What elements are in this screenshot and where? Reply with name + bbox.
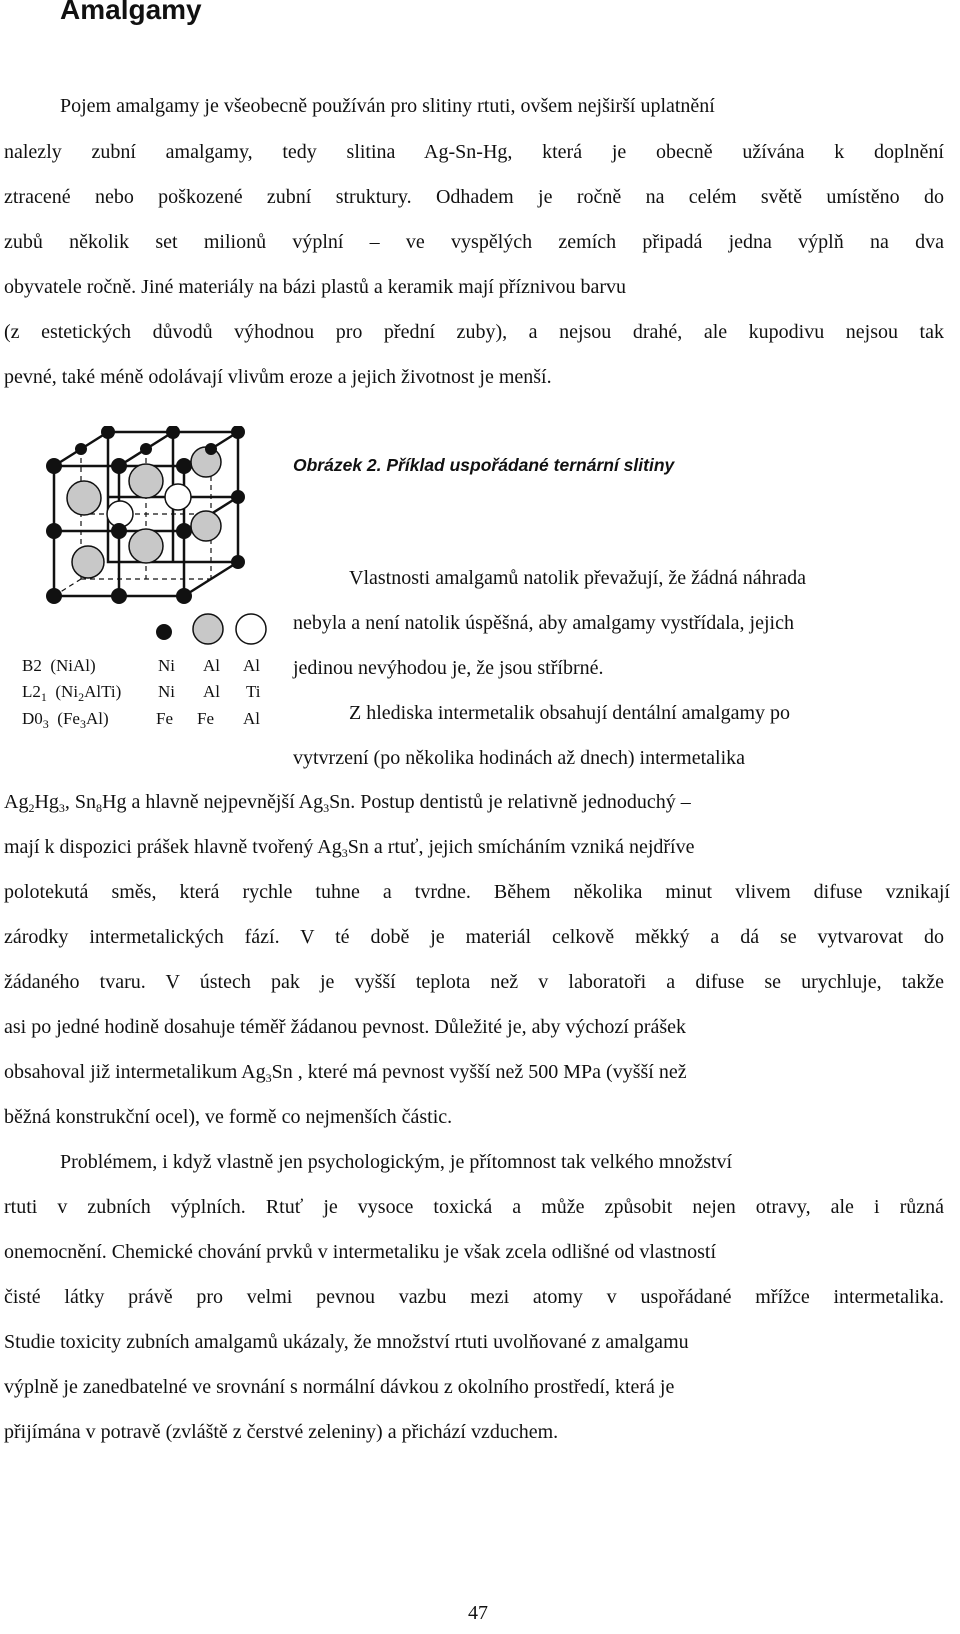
legend-row (22, 656, 96, 676)
phase-name-subscript: 1 (40, 690, 47, 704)
phase-formula: AlTi) (84, 682, 122, 701)
text-line: asi po jedné hodině dosahuje téměř žádanou pevnost. Důležité je, aby výchozí prášek (4, 1016, 686, 1038)
text-line: nalezly zubní amalgamy, tedy slitina Ag-Sn-Hg, která je obecně užívána k doplnění (4, 141, 944, 163)
text-run: obsahoval již intermetalikum Ag (4, 1061, 266, 1083)
phase-formula: (Ni (55, 682, 79, 701)
subscript: 2 (28, 801, 35, 815)
text-line: jedinou nevýhodou je, že jsou stříbrné. (293, 657, 604, 679)
legend-cell: Ti (246, 682, 261, 701)
text-run: , Sn (64, 791, 97, 813)
text-line: zárodky intermetalických fází. V té době je materiál celkově měkký a dá se vytvarovat do (4, 926, 944, 948)
text-line: Studie toxicity zubních amalgamů ukázaly, že množství rtuti uvolňované z amalgamu (4, 1331, 689, 1353)
gray-atom-icon (193, 614, 223, 644)
text-line: ztracené nebo poškozené zubní struktury. Odhadem je ročně na celém světě umístěno do (4, 186, 944, 208)
text-run: Sn a rtuť, jejich smícháním vzniká nejdříve (347, 836, 695, 858)
phase-name: B2 (22, 656, 42, 675)
text-line (4, 790, 691, 820)
phase-formula-subscript: 2 (78, 690, 85, 704)
phase-name-subscript: 3 (42, 717, 49, 731)
section-heading: Amalgamy (60, 0, 202, 25)
text-line (4, 835, 695, 865)
text-line: obyvatele ročně. Jiné materiály na bázi plastů a keramik mají příznivou barvu (4, 276, 626, 298)
phase-formula: Al) (85, 709, 109, 728)
text-run: Sn. Postup dentistů je relativně jednoduchý – (329, 791, 691, 813)
text-run: Hg a hlavně nejpevnější Ag (102, 791, 324, 813)
phase-name: L2 (22, 682, 41, 701)
legend-cell: Al (203, 682, 220, 701)
text-line: Pojem amalgamy je všeobecně používán pro slitiny rtuti, ovšem nejširší uplatnění (60, 95, 715, 117)
text-line: (z estetických důvodů výhodnou pro přední zuby), a nejsou drahé, ale kupodivu nejsou tak (4, 321, 944, 343)
phase-formula: (Fe (57, 709, 80, 728)
subscript: 3 (265, 1071, 272, 1085)
legend-cell: Ni (158, 656, 175, 675)
text-line: polotekutá směs, která rychle tuhne a tvrdne. Během několika minut vlivem difuse vznikají (4, 881, 950, 903)
figure-caption: Obrázek 2. Příklad uspořádané ternární slitiny (293, 455, 675, 475)
atom-legend-swatches (150, 612, 270, 646)
text-run: Hg (34, 791, 59, 813)
crystal-lattice-figure (38, 426, 288, 616)
legend-cell: Al (203, 656, 220, 675)
black-atom-icon (156, 624, 172, 640)
legend-cell: Ni (158, 682, 175, 701)
page-number: 47 (468, 1602, 488, 1624)
white-atom-icon (236, 614, 266, 644)
legend-row (22, 709, 109, 734)
legend-row (22, 682, 121, 707)
phase-formula-subscript: 3 (79, 717, 86, 731)
legend-cell: Fe (197, 709, 214, 728)
legend-cell: Al (243, 656, 260, 675)
text-line: Problémem, i když vlastně jen psychologickým, je přítomnost tak velkého množství (60, 1151, 733, 1173)
text-line: běžná konstrukční ocel), ve formě co nejmenších částic. (4, 1106, 453, 1128)
text-run: Sn , které má pevnost vyšší než 500 MPa (vyšší než (271, 1061, 687, 1083)
phase-name: D0 (22, 709, 43, 728)
text-line (4, 1060, 687, 1090)
subscript: 3 (341, 846, 348, 860)
legend-cell: Al (243, 709, 260, 728)
text-line: zubů několik set milionů výplní – ve vyspělých zemích připadá jedna výplň na dva (4, 231, 944, 253)
text-line: čisté látky právě pro velmi pevnou vazbu mezi atomy v uspořádané mřížce intermetalika. (4, 1286, 944, 1308)
text-line: žádaného tvaru. V ústech pak je vyšší teplota než v laboratoři a difuse se urychluje, takže (4, 971, 944, 993)
text-line: Z hlediska intermetalik obsahují dentální amalgamy po (349, 702, 790, 724)
subscript: 3 (323, 801, 330, 815)
text-line: onemocnění. Chemické chování prvků v intermetaliku je však zcela odlišné od vlastností (4, 1241, 717, 1263)
subscript: 3 (58, 801, 65, 815)
text-line: rtuti v zubních výplních. Rtuť je vysoce toxická a může způsobit nejen otravy, ale i různá (4, 1196, 944, 1218)
text-line: nebyla a není natolik úspěšná, aby amalgamy vystřídala, jejich (293, 612, 794, 634)
text-line: Vlastnosti amalgamů natolik převažují, že žádná náhrada (349, 567, 807, 589)
text-run: mají k dispozici prášek hlavně tvořený Ag (4, 836, 342, 858)
subscript: 8 (96, 801, 103, 815)
text-run: Ag (4, 791, 29, 813)
text-line: vytvrzení (po několika hodinách až dnech) intermetalika (293, 747, 746, 769)
text-line: výplně je zanedbatelné ve srovnání s normální dávkou z okolního prostředí, která je (4, 1376, 675, 1398)
legend-cell: Fe (156, 709, 173, 728)
text-line: pevné, také méně odolávají vlivům eroze a jejich životnost je menší. (4, 366, 552, 388)
text-line: přijímána v potravě (zvláště z čerstvé zeleniny) a přichází vzduchem. (4, 1421, 559, 1443)
phase-formula: (NiAl) (50, 656, 96, 675)
